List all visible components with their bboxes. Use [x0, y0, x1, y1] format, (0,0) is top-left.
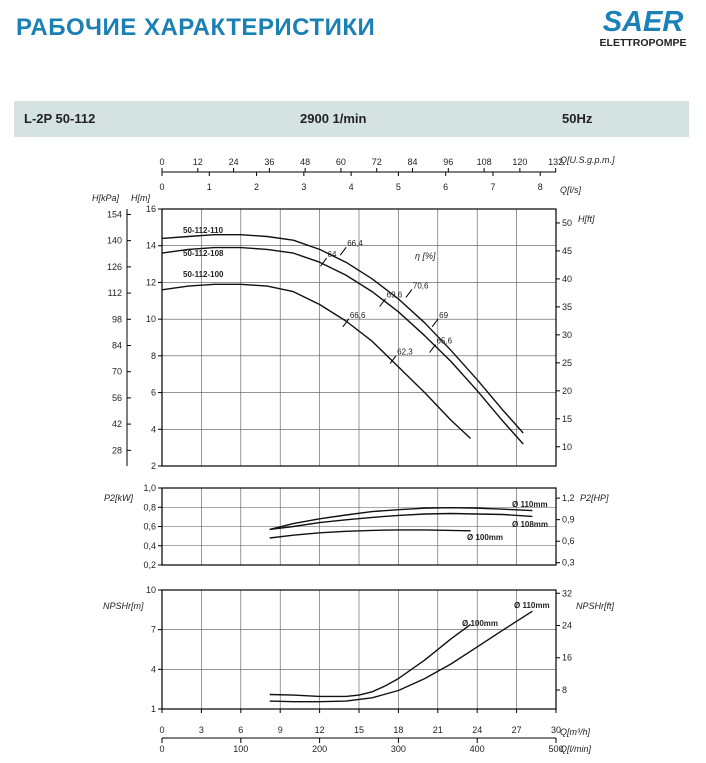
- power-curve-Ø 108mm: [270, 514, 533, 530]
- right-axis-tick-label: 35: [562, 301, 573, 312]
- npsh-curve-label: Ø 100mm: [462, 619, 499, 628]
- top-axis-tick-label: 12: [192, 157, 203, 167]
- power-right-tick-label: 1,2: [562, 493, 575, 504]
- top-axis-title-gpm: Q[U.S.g.p.m.]: [560, 155, 615, 165]
- bottom-lmin-tick-label: 0: [159, 744, 165, 754]
- right-axis-tick-label: 30: [562, 329, 573, 340]
- efficiency-mark-label: 62,3: [397, 347, 413, 357]
- bottom-axis-tick-label: 15: [353, 725, 365, 735]
- npsh-left-tick-label: 1: [150, 704, 156, 714]
- efficiency-tick: [430, 345, 436, 353]
- right-axis-tick-label: 20: [562, 385, 573, 396]
- efficiency-mark-label: 69,6: [386, 290, 403, 300]
- top-axis-tick-label: 0: [159, 182, 165, 192]
- speed-value: 2900 1/min: [300, 111, 367, 126]
- bottom-axis-tick-label: 0: [159, 725, 165, 735]
- bottom-axis-tick-label: 9: [277, 725, 283, 735]
- npsh-right-tick-label: 32: [562, 588, 573, 599]
- left-axis-tick-label: 6: [150, 387, 156, 398]
- right-axis-tick-label: 40: [562, 273, 573, 284]
- page-title: РАБОЧИЕ ХАРАКТЕРИСТИКИ: [16, 14, 376, 41]
- right-axis-tick-label: 45: [562, 245, 573, 256]
- npsh-left-title: NPSHr[m]: [103, 601, 144, 611]
- top-axis-tick-label: 6: [443, 182, 449, 192]
- kpa-axis-tick-label: 70: [111, 366, 122, 377]
- efficiency-mark-label: 69: [439, 310, 449, 320]
- kpa-axis-tick-label: 84: [111, 340, 122, 351]
- top-axis-tick-label: 36: [264, 157, 275, 167]
- top-axis-tick-label: 60: [335, 157, 346, 167]
- efficiency-label: η [%]: [415, 251, 436, 261]
- top-axis-tick-label: 96: [443, 157, 454, 167]
- bottom-axis-tick-label: 6: [238, 725, 244, 735]
- top-axis-tick-label: 2: [254, 182, 260, 192]
- power-curve-Ø 100mm: [270, 530, 471, 538]
- npsh-curve-label: Ø 110mm: [514, 601, 550, 610]
- npsh-right-tick-label: 24: [562, 620, 573, 631]
- top-axis-tick-label: 24: [228, 157, 239, 167]
- head-curve-label: 50-112-110: [183, 226, 224, 235]
- bottom-axis-tick-label: 18: [393, 725, 404, 735]
- head-curve-50-112-110: [162, 235, 523, 433]
- bottom-axis-tick-label: 12: [314, 725, 325, 735]
- top-axis-tick-label: 5: [395, 182, 401, 192]
- bottom-axis-title-lmin: Q[l/min]: [560, 744, 592, 754]
- frequency-value: 50Hz: [562, 111, 593, 126]
- efficiency-mark-label: 66,6: [349, 310, 366, 320]
- head-curve-label: 50-112-108: [183, 249, 224, 258]
- kpa-axis-tick-label: 98: [111, 314, 122, 325]
- left-axis-tick-label: 16: [145, 204, 156, 214]
- power-right-title: P2[HP]: [580, 493, 609, 503]
- head-curve-label: 50-112-100: [183, 270, 224, 279]
- power-right-tick-label: 0,3: [562, 557, 575, 568]
- power-curve-Ø 110mm: [270, 508, 533, 530]
- top-axis-tick-label: 132: [548, 157, 564, 167]
- power-left-title: P2[kW]: [104, 493, 134, 503]
- kpa-axis-tick-label: 28: [111, 445, 122, 456]
- left-axis-tick-label: 10: [145, 314, 156, 325]
- power-left-tick-label: 0,8: [143, 502, 156, 513]
- top-axis-tick-label: 3: [301, 182, 307, 192]
- bottom-lmin-tick-label: 300: [390, 744, 406, 754]
- left-axis-tick-label: 8: [150, 350, 156, 361]
- efficiency-mark-label: 70,6: [412, 281, 429, 291]
- power-left-tick-label: 0,4: [143, 540, 156, 551]
- power-curve-label: Ø 108mm: [512, 520, 549, 529]
- power-right-tick-label: 0,9: [562, 514, 575, 525]
- bottom-axis-title-m3h: Q[m³/h]: [560, 727, 591, 737]
- top-axis-tick-label: 108: [476, 157, 492, 167]
- top-axis-tick-label: 72: [371, 157, 382, 167]
- left-axis-tick-label: 4: [150, 424, 156, 435]
- npsh-curve-Ø 100mm: [270, 624, 471, 696]
- efficiency-mark-label: 64: [327, 250, 337, 260]
- model-name: L-2P 50-112: [24, 111, 96, 126]
- bottom-lmin-tick-label: 200: [312, 744, 328, 754]
- power-curve-label: Ø 110mm: [512, 500, 548, 509]
- npsh-right-title: NPSHr[ft]: [576, 601, 615, 611]
- top-axis-tick-label: 8: [537, 182, 543, 192]
- top-axis-tick-label: 48: [300, 157, 311, 167]
- power-left-tick-label: 1,0: [143, 483, 156, 493]
- efficiency-tick: [340, 247, 346, 255]
- npsh-right-tick-label: 8: [562, 684, 568, 695]
- top-axis-tick-label: 120: [512, 157, 528, 167]
- kpa-axis-tick-label: 56: [111, 392, 122, 403]
- efficiency-mark-label: 65,6: [436, 336, 453, 346]
- top-axis-tick-label: 4: [348, 182, 354, 192]
- top-axis-title-ls: Q[l/s]: [560, 185, 582, 195]
- logo-text-sub: ELETTROPOMPE: [599, 37, 687, 49]
- efficiency-tick: [406, 289, 412, 297]
- top-axis-tick-label: 1: [206, 182, 212, 192]
- kpa-axis-tick-label: 42: [111, 419, 122, 430]
- efficiency-tick: [432, 319, 438, 327]
- kpa-axis-tick-label: 112: [107, 288, 122, 299]
- npsh-left-tick-label: 10: [145, 585, 156, 595]
- bottom-lmin-tick-label: 100: [233, 744, 249, 754]
- kpa-axis-tick-label: 154: [106, 209, 122, 220]
- npsh-right-tick-label: 16: [562, 652, 573, 663]
- left-axis-tick-label: 12: [145, 277, 156, 288]
- power-curve-label: Ø 100mm: [467, 533, 504, 542]
- bottom-axis-tick-label: 27: [511, 725, 522, 735]
- right-axis-tick-label: 15: [562, 413, 573, 424]
- bottom-axis-tick-label: 3: [198, 725, 204, 735]
- power-right-tick-label: 0,6: [562, 536, 575, 547]
- logo-text-main: SAER: [602, 6, 684, 38]
- npsh-left-tick-label: 4: [150, 664, 156, 675]
- kpa-axis-tick-label: 126: [106, 261, 122, 272]
- right-axis-title-ft: H[ft]: [578, 214, 595, 224]
- bottom-axis-tick-label: 30: [550, 725, 562, 735]
- top-axis-tick-label: 0: [159, 157, 165, 167]
- bottom-lmin-tick-label: 500: [548, 744, 564, 754]
- npsh-left-tick-label: 7: [150, 624, 156, 635]
- bottom-lmin-tick-label: 400: [469, 744, 485, 754]
- top-axis-tick-label: 84: [407, 157, 418, 167]
- bottom-axis-tick-label: 24: [472, 725, 483, 735]
- bottom-axis-tick-label: 21: [432, 725, 443, 735]
- efficiency-mark-label: 66,4: [347, 239, 363, 249]
- left-axis-title-m: H[m]: [131, 193, 150, 203]
- left-axis-tick-label: 2: [150, 461, 156, 471]
- power-left-tick-label: 0,2: [143, 560, 156, 570]
- head-curve-50-112-100: [162, 284, 471, 438]
- left-axis-tick-label: 14: [145, 240, 156, 251]
- right-axis-tick-label: 10: [562, 441, 573, 452]
- power-left-tick-label: 0,6: [143, 521, 156, 532]
- kpa-axis-tick-label: 140: [106, 235, 122, 246]
- right-axis-tick-label: 25: [562, 357, 573, 368]
- left-axis-title-kpa: H[kPa]: [92, 193, 120, 203]
- right-axis-tick-label: 50: [562, 217, 573, 228]
- top-axis-tick-label: 7: [490, 182, 496, 192]
